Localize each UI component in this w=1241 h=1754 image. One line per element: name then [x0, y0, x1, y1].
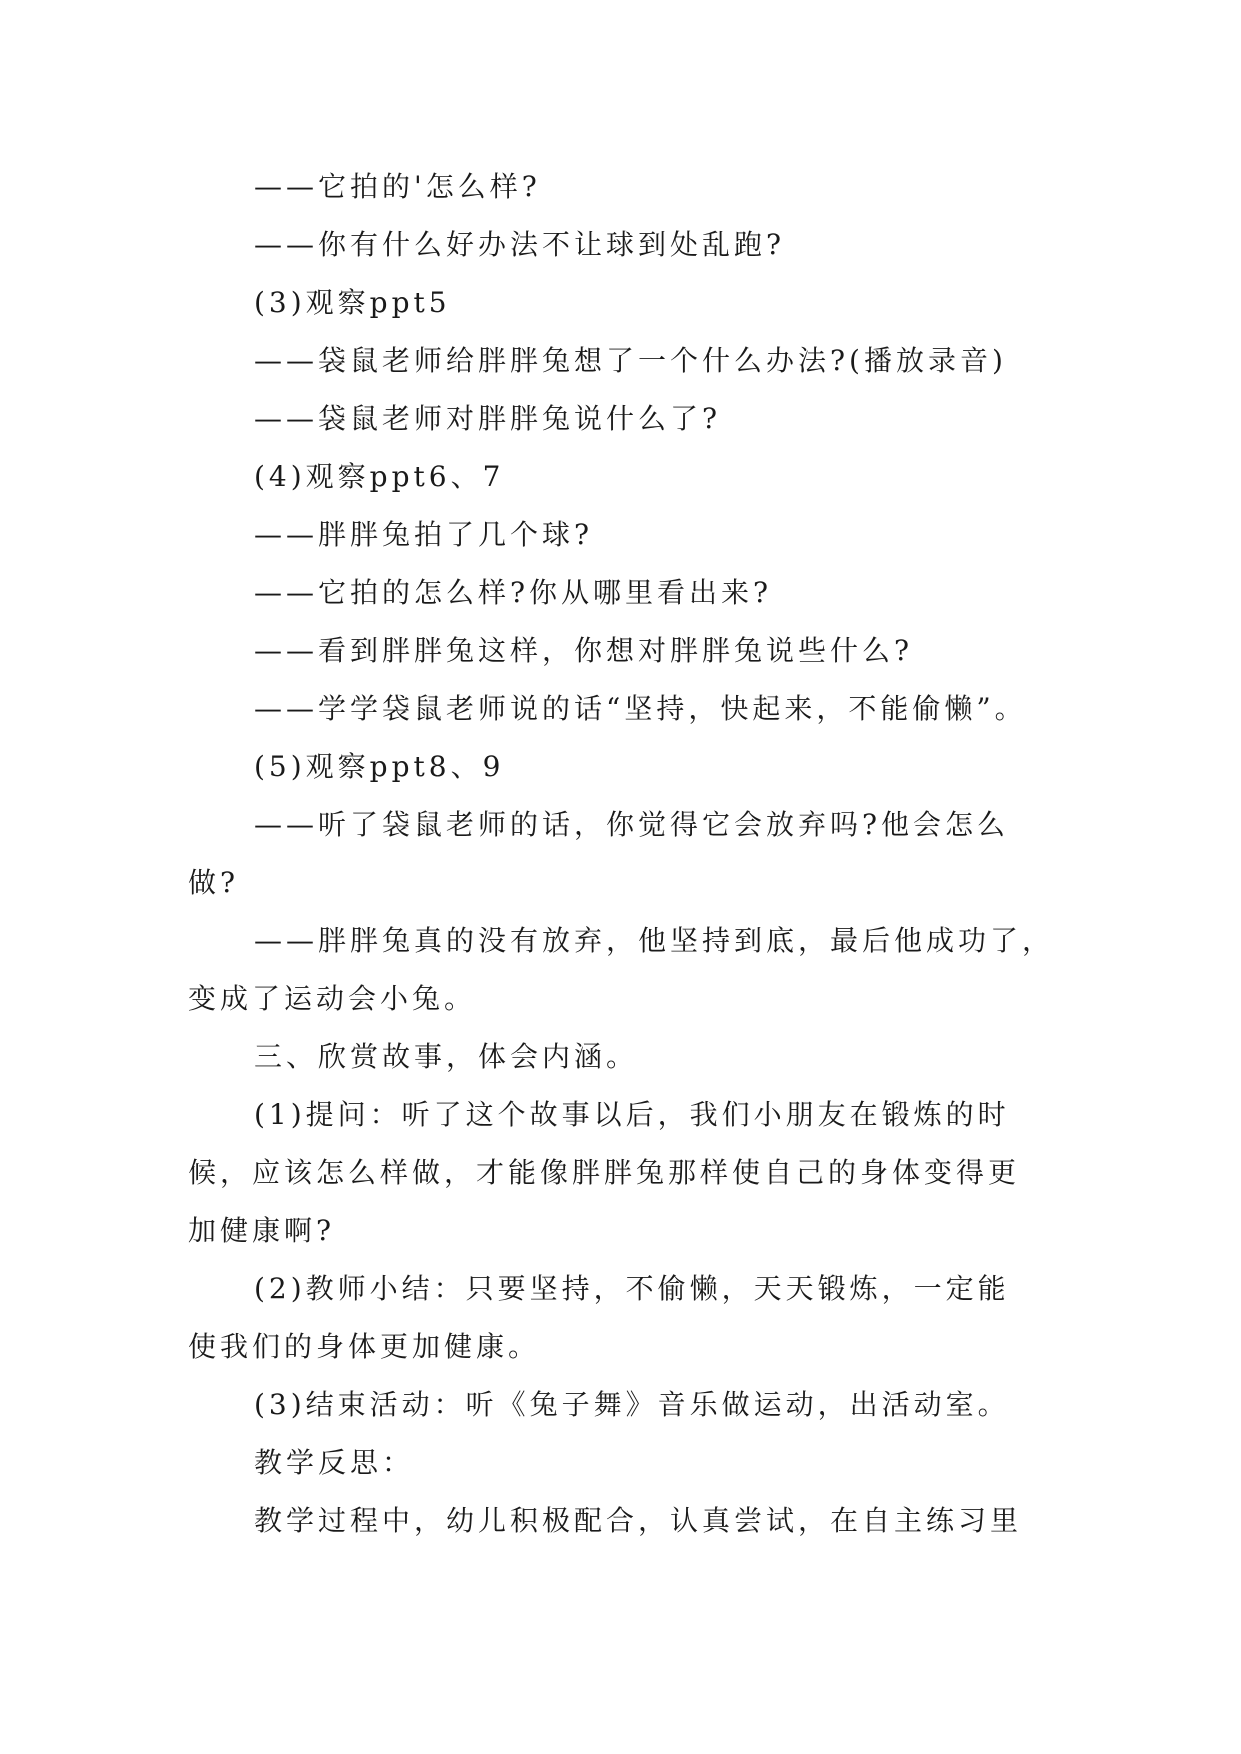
dialogue-line: ——学学袋鼠老师说的话“坚持，快起来，不能偷懒”。 [254, 692, 1027, 725]
section-step: (5)观察ppt8、9 [254, 750, 505, 783]
paragraph-line: (1)提问：听了这个故事以后，我们小朋友在锻炼的时 [254, 1098, 1010, 1131]
section-step: (4)观察ppt6、7 [254, 460, 505, 493]
dialogue-line: ——袋鼠老师给胖胖兔想了一个什么办法?(播放录音) [254, 344, 1007, 377]
section-step: (3)观察ppt5 [254, 286, 451, 319]
section-heading: 三、欣赏故事，体会内涵。 [254, 1040, 639, 1073]
dialogue-line: ——胖胖兔真的没有放弃，他坚持到底，最后他成功了， [254, 924, 1055, 957]
paragraph-line: (2)教师小结：只要坚持，不偷懒，天天锻炼，一定能 [254, 1272, 1010, 1305]
dialogue-line: ——看到胖胖兔这样，你想对胖胖兔说些什么? [254, 634, 914, 667]
dialogue-line-continued: 做? [188, 866, 240, 899]
document-body [188, 158, 1068, 1550]
dialogue-line: ——袋鼠老师对胖胖兔说什么了? [254, 402, 722, 435]
dialogue-line: ——你有什么好办法不让球到处乱跑? [254, 228, 786, 261]
dialogue-line: ——胖胖兔拍了几个球? [254, 518, 594, 551]
paragraph-line: 教学过程中，幼儿积极配合，认真尝试，在自主练习里 [254, 1504, 1023, 1537]
paragraph-line-continued: 使我们的身体更加健康。 [188, 1330, 541, 1363]
paragraph-line: (3)结束活动：听《兔子舞》音乐做运动，出活动室。 [254, 1388, 1010, 1421]
section-heading: 教学反思： [254, 1446, 415, 1479]
dialogue-line: ——听了袋鼠老师的话，你觉得它会放弃吗?他会怎么 [254, 808, 1010, 841]
paragraph-line-continued: 候，应该怎么样做，才能像胖胖兔那样使自己的身体变得更 [188, 1156, 1021, 1189]
dialogue-line-continued: 变成了运动会小兔。 [188, 982, 477, 1015]
dialogue-line: ——它拍的'怎么样? [254, 170, 541, 203]
paragraph-line-continued: 加健康啊? [188, 1214, 336, 1247]
dialogue-line: ——它拍的怎么样?你从哪里看出来? [254, 576, 773, 609]
